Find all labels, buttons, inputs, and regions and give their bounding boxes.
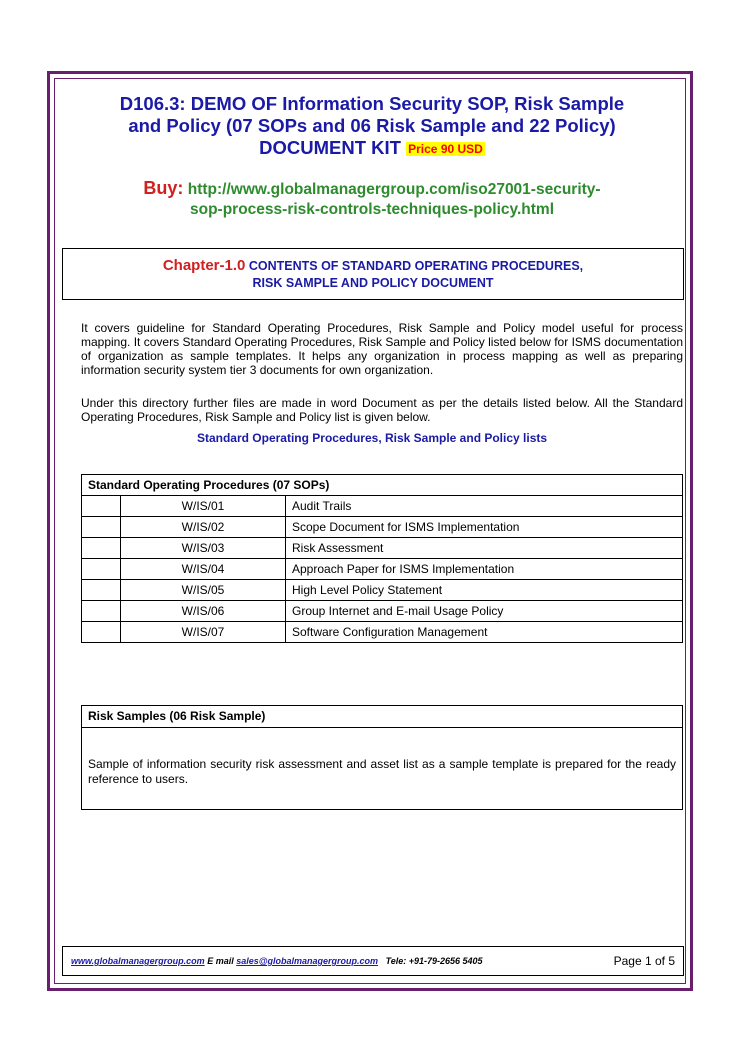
footer-website-link[interactable]: www.globalmanagergroup.com — [71, 956, 205, 966]
footer-email-link[interactable]: sales@globalmanagergroup.com — [236, 956, 379, 966]
title-line-1: D106.3: DEMO OF Information Security SOP, Risk Sample — [119, 93, 625, 114]
sop-name: Scope Document for ISMS Implementation — [286, 517, 683, 538]
title-line-3 — [62, 137, 682, 160]
chapter-heading — [63, 257, 683, 292]
page-footer — [62, 946, 684, 976]
table-spacer-cell — [82, 601, 121, 622]
sop-name: Audit Trails — [286, 496, 683, 517]
table-row — [82, 580, 683, 601]
table-row — [82, 517, 683, 538]
sop-name: High Level Policy Statement — [286, 580, 683, 601]
sop-name: Risk Assessment — [286, 538, 683, 559]
sop-code: W/IS/03 — [121, 538, 286, 559]
chapter-title-line-1: CONTENTS OF STANDARD OPERATING PROCEDURES, — [248, 259, 584, 273]
table-row — [82, 622, 683, 643]
buy-section — [62, 178, 682, 220]
table-row — [82, 559, 683, 580]
sop-code: W/IS/01 — [121, 496, 286, 517]
sop-code: W/IS/05 — [121, 580, 286, 601]
table-spacer-cell — [82, 496, 121, 517]
page-number: Page 1 of 5 — [613, 954, 675, 968]
sop-name: Software Configuration Management — [286, 622, 683, 643]
sop-code: W/IS/02 — [121, 517, 286, 538]
buy-label: Buy: — [143, 178, 184, 198]
table-row — [82, 601, 683, 622]
risk-section-description: Sample of information security risk assessment and asset list as a sample template is prepared for the ready reference to users. — [88, 757, 676, 786]
table-spacer-cell — [82, 517, 121, 538]
buy-link-part-2[interactable]: sop-process-risk-controls-techniques-policy.html — [189, 201, 555, 218]
title-kit-label: DOCUMENT KIT — [259, 137, 401, 158]
table-spacer-cell — [82, 559, 121, 580]
chapter-number: Chapter-1.0 — [162, 257, 246, 274]
table-spacer-cell — [82, 622, 121, 643]
table-spacer-cell — [82, 580, 121, 601]
title-line-2: and Policy (07 SOPs and 06 Risk Sample and 22 Policy) — [128, 115, 616, 136]
sop-table — [81, 474, 683, 643]
footer-phone: Tele: +91-79-2656 5405 — [385, 956, 483, 966]
footer-contact — [71, 956, 483, 966]
sop-code: W/IS/04 — [121, 559, 286, 580]
sop-code: W/IS/06 — [121, 601, 286, 622]
document-title — [62, 93, 682, 160]
buy-link-part-1[interactable]: http://www.globalmanagergroup.com/iso27001-security- — [187, 181, 601, 198]
sop-table-header-row — [82, 475, 683, 496]
sop-name: Group Internet and E-mail Usage Policy — [286, 601, 683, 622]
price-badge: Price 90 USD — [408, 142, 483, 156]
table-row — [82, 496, 683, 517]
chapter-title-line-2: RISK SAMPLE AND POLICY DOCUMENT — [252, 276, 494, 290]
risk-section-heading: Risk Samples (06 Risk Sample) — [82, 706, 682, 728]
list-heading: Standard Operating Procedures, Risk Sample and Policy lists — [196, 431, 548, 445]
footer-email-label: E mail — [207, 956, 234, 966]
sop-section-heading: Standard Operating Procedures (07 SOPs) — [82, 475, 683, 496]
table-row — [82, 538, 683, 559]
sop-code: W/IS/07 — [121, 622, 286, 643]
risk-samples-box — [81, 705, 683, 810]
chapter-heading-box — [62, 248, 684, 300]
sop-name: Approach Paper for ISMS Implementation — [286, 559, 683, 580]
table-spacer-cell — [82, 538, 121, 559]
directory-paragraph: Under this directory further files are made in word Document as per the details listed below. All the Standard Operating Procedures, Risk Sample and Policy list is given below. — [81, 396, 683, 424]
intro-paragraph: It covers guideline for Standard Operating Procedures, Risk Sample and Policy model useful for process mapping. It covers Standard Operating Procedures, Risk Sample and Policy listed below for ISMS documentation of organization as sample templates. It helps any organization in process mapping as well as preparing information security system tier 3 documents for own organization. — [81, 321, 683, 377]
